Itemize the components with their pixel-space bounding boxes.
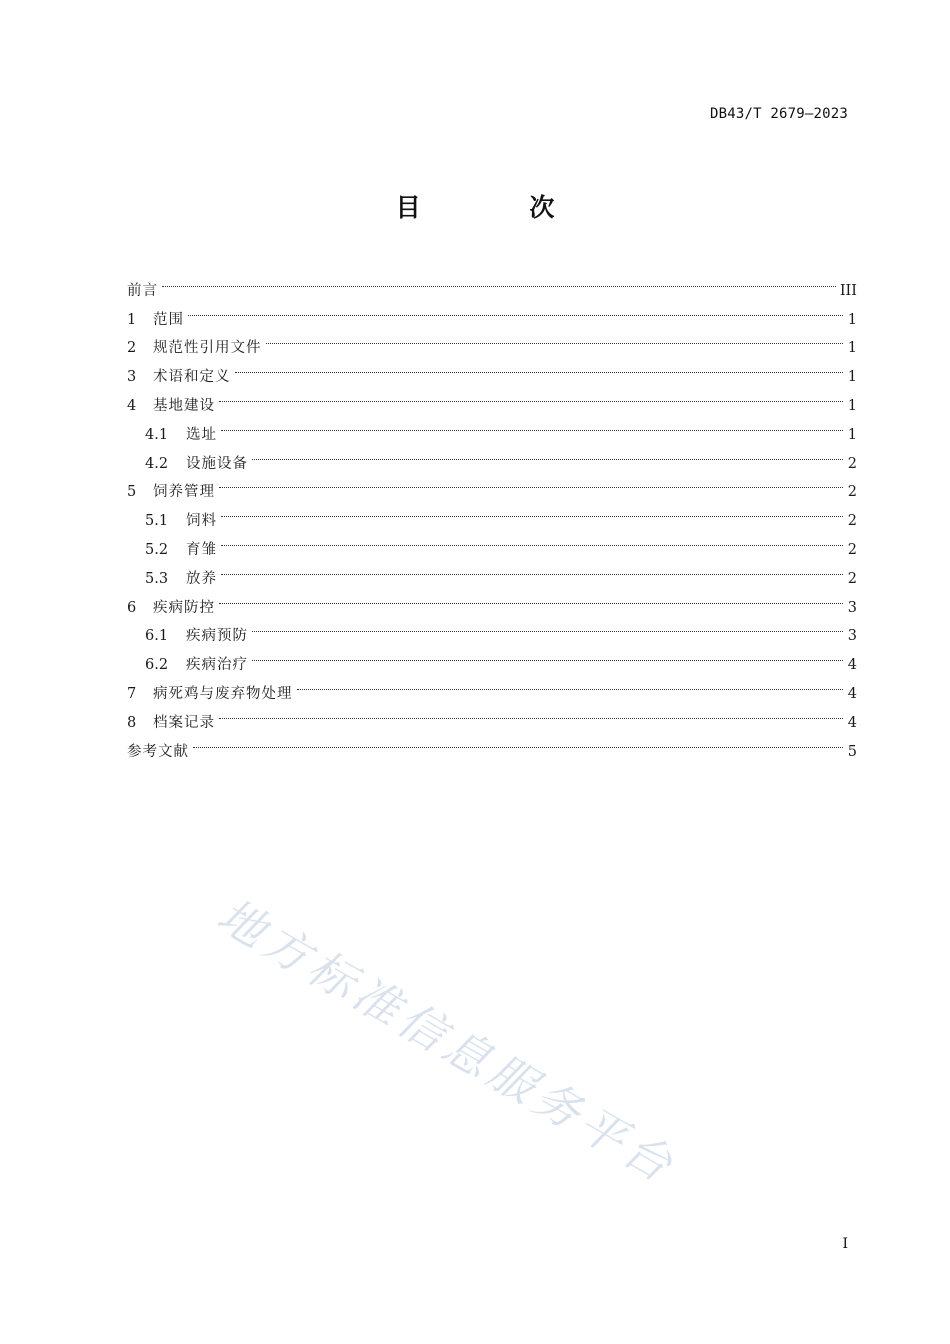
page-number: I <box>842 1236 848 1252</box>
toc-entry-number: 2 <box>127 340 137 357</box>
toc-dot-leader <box>252 439 843 468</box>
toc-entry-number: 6.2 <box>145 657 169 674</box>
toc-dot-leader <box>221 554 843 583</box>
toc-dot-leader <box>221 525 843 554</box>
toc-dot-leader <box>221 410 843 439</box>
toc-entry-number: 1 <box>127 311 137 328</box>
toc-entry-label: 参考文献 <box>127 743 189 760</box>
toc-entry-label: 档案记录 <box>153 714 215 731</box>
toc-entry-page: 2 <box>847 513 857 530</box>
toc-entry-label: 范围 <box>153 311 184 328</box>
toc-entry-page: 1 <box>847 397 857 414</box>
toc-entry-label: 病死鸡与废弃物处理 <box>153 685 293 702</box>
toc-entry[interactable] <box>127 324 857 357</box>
toc-entry-number: 7 <box>127 685 137 702</box>
toc-entry-number: 3 <box>127 369 137 386</box>
toc-entry-page: 1 <box>847 340 857 357</box>
toc-dot-leader <box>162 266 836 295</box>
table-of-contents <box>127 266 857 760</box>
toc-entry-page: 5 <box>847 743 857 760</box>
toc-entry[interactable] <box>127 439 857 472</box>
toc-entry-page: 4 <box>847 657 857 674</box>
toc-entry-page: 4 <box>847 685 857 702</box>
toc-dot-leader <box>193 727 843 756</box>
toc-entry-page: 1 <box>847 311 857 328</box>
toc-dot-leader <box>219 583 843 612</box>
toc-entry-label: 饲料 <box>186 513 217 530</box>
toc-entry-number: 6.1 <box>145 628 169 645</box>
toc-dot-leader <box>219 381 843 410</box>
toc-entry-label: 放养 <box>186 570 217 587</box>
toc-entry[interactable] <box>127 727 857 760</box>
toc-entry[interactable] <box>127 525 857 558</box>
toc-dot-leader <box>188 295 843 324</box>
toc-entry-label: 规范性引用文件 <box>153 340 262 357</box>
toc-entry[interactable] <box>127 698 857 731</box>
toc-entry-label: 育雏 <box>186 541 217 558</box>
toc-entry-label: 基地建设 <box>153 397 215 414</box>
toc-entry-page: 1 <box>847 369 857 386</box>
toc-entry-label: 饲养管理 <box>153 484 215 501</box>
toc-entry-label: 术语和定义 <box>153 369 231 386</box>
toc-entry-page: 3 <box>847 599 857 616</box>
toc-entry-label: 疾病预防 <box>186 628 248 645</box>
toc-entry[interactable] <box>127 381 857 414</box>
toc-entry[interactable] <box>127 612 857 645</box>
toc-entry-page: 4 <box>847 714 857 731</box>
page-title: 目 次 <box>395 193 605 222</box>
toc-entry-label: 设施设备 <box>186 455 248 472</box>
toc-entry[interactable] <box>127 352 857 386</box>
toc-dot-leader <box>219 698 843 727</box>
toc-entry-number: 8 <box>127 714 137 731</box>
toc-entry[interactable] <box>127 295 857 328</box>
toc-entry-number: 5.1 <box>145 513 169 530</box>
toc-entry-number: 5 <box>127 484 137 501</box>
toc-entry-page: 2 <box>847 484 857 501</box>
toc-entry[interactable] <box>127 410 857 443</box>
toc-entry-label: 疾病防控 <box>153 599 215 616</box>
toc-dot-leader <box>297 669 844 698</box>
toc-dot-leader <box>219 468 843 497</box>
toc-entry-label: 选址 <box>186 426 217 443</box>
toc-entry-page: 2 <box>847 455 857 472</box>
toc-entry-label: 前言 <box>127 282 158 299</box>
toc-entry[interactable] <box>127 583 857 616</box>
watermark: 地方标准信息服务平台 <box>208 887 686 1195</box>
toc-entry-number: 6 <box>127 599 137 616</box>
toc-entry-page: 2 <box>847 541 857 558</box>
toc-dot-leader <box>252 612 843 641</box>
toc-dot-leader <box>252 640 843 669</box>
toc-entry[interactable] <box>127 554 857 587</box>
toc-entry-number: 4 <box>127 397 137 414</box>
toc-entry-number: 5.3 <box>145 570 169 587</box>
toc-entry-label: 疾病治疗 <box>186 657 248 674</box>
toc-dot-leader <box>235 352 844 381</box>
toc-dot-leader <box>266 324 844 353</box>
toc-entry-number: 4.1 <box>145 426 169 443</box>
toc-entry-page: 1 <box>847 426 857 443</box>
toc-entry-page: III <box>839 282 857 299</box>
toc-entry[interactable] <box>127 468 857 501</box>
toc-entry-page: 2 <box>847 570 857 587</box>
document-code: DB43/T 2679—2023 <box>709 106 848 122</box>
toc-entry-number: 5.2 <box>145 541 169 558</box>
toc-entry-page: 3 <box>847 628 857 645</box>
toc-entry[interactable] <box>127 266 857 299</box>
toc-entry[interactable] <box>127 496 857 530</box>
toc-dot-leader <box>221 496 843 525</box>
toc-entry-number: 4.2 <box>145 455 169 472</box>
